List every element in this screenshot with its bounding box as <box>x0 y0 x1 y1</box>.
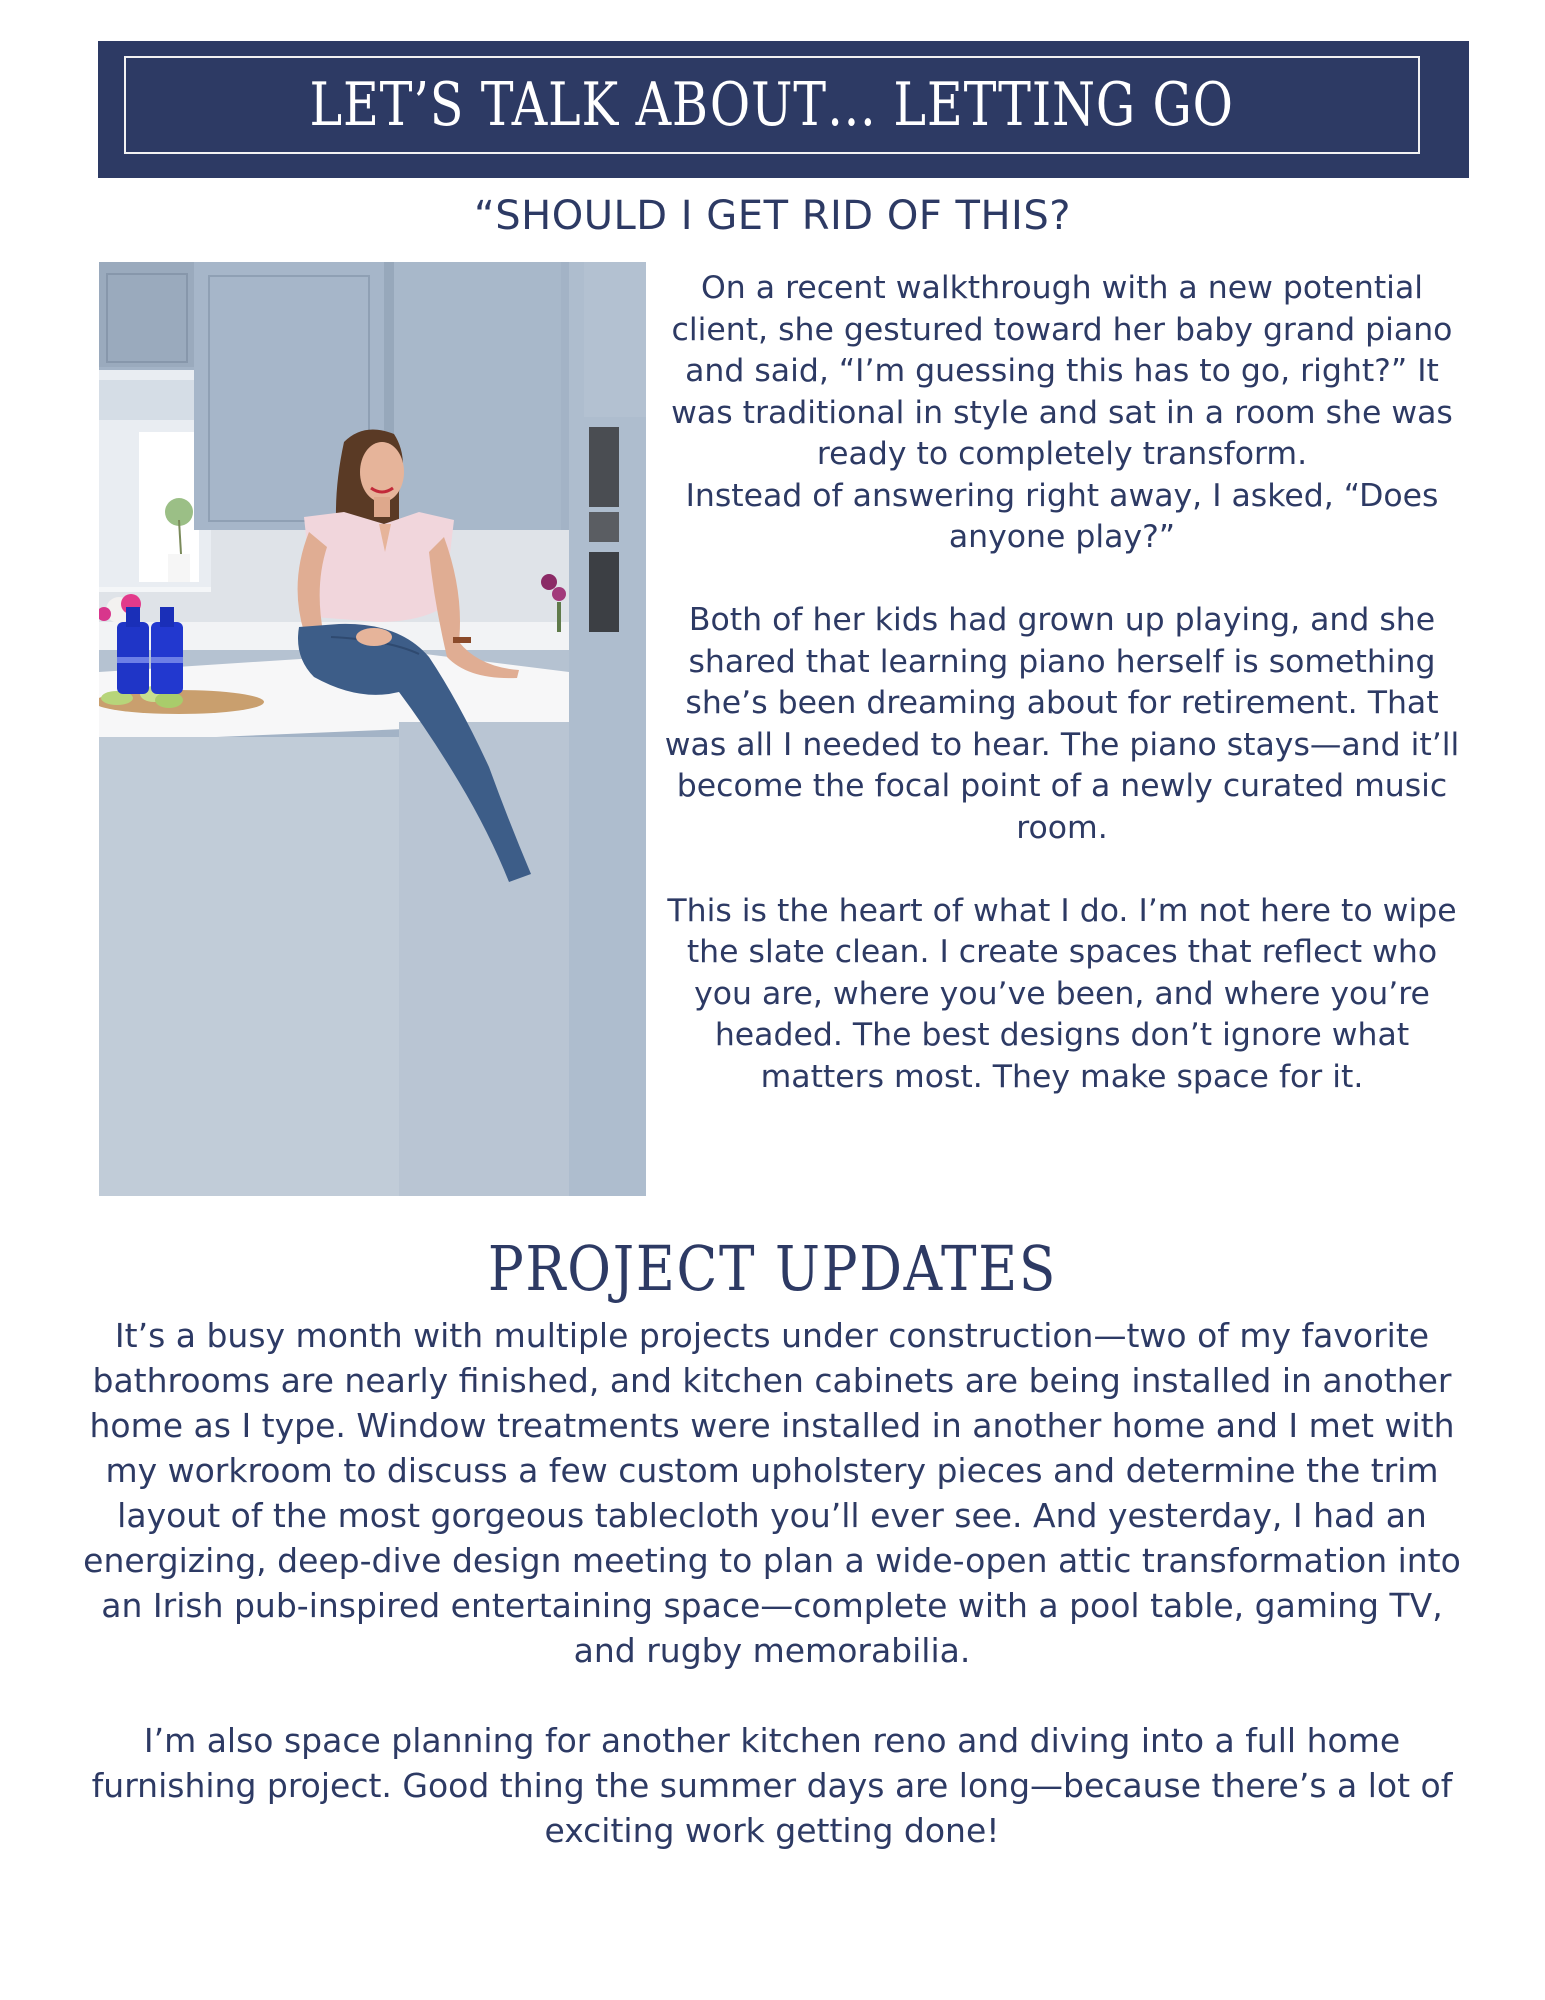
story-paragraph-1: On a recent walkthrough with a new potential client, she gestured toward her baby grand piano and said, “I’m guessing this has to go, right?” It was traditional in style and sat in a room she was ready to completely transform. <box>671 270 1453 472</box>
kitchen-portrait-image <box>99 262 646 1196</box>
paragraph-spacer <box>662 559 1462 601</box>
story-paragraph-3: Both of her kids had grown up playing, and she shared that learning piano herself is something she’s been dreaming about for retirement. That was all I needed to hear. The piano stays—and it’ll become the focal point of a newly curated music room. <box>664 602 1460 846</box>
story-paragraph-4: This is the heart of what I do. I’m not here to wipe the slate clean. I create spaces that reflect who you are, where you’ve been, and where you’re headed. The best designs don’t ignore what matters most. They make space for it. <box>667 892 1457 1095</box>
updates-paragraph-2: I’m also space planning for another kitchen reno and diving into a full home furnishing project. Good thing the summer days are long—because there’s a lot of exciting work getting done! <box>91 1721 1453 1850</box>
page-title: LET’S TALK ABOUT… LETTING GO <box>309 70 1235 140</box>
project-updates-body <box>82 1313 1462 1853</box>
paragraph-spacer <box>82 1673 1462 1718</box>
title-banner <box>98 41 1469 178</box>
story-paragraph-2: Instead of answering right away, I asked, “Does anyone play?” <box>685 477 1439 555</box>
designer-photo <box>99 262 646 1196</box>
story-heading: “SHOULD I GET RID OF THIS? <box>474 193 1071 239</box>
paragraph-spacer <box>662 849 1462 891</box>
project-updates-heading: PROJECT UPDATES <box>487 1232 1058 1305</box>
updates-paragraph-1: It’s a busy month with multiple projects under construction—two of my favorite bathrooms are nearly finished, and kitchen cabinets are being installed in another home as I type. Window treatments were installed in another home and I met with my workroom to discuss a few custom upholstery pieces and determine the trim layout of the most gorgeous tablecloth you’ll ever see. And yesterday, I had an energizing, deep-dive design meeting to plan a wide-open attic transformation into an Irish pub-inspired entertaining space—complete with a pool table, gaming TV, and rugby memorabilia. <box>83 1316 1461 1670</box>
story-body <box>662 268 1462 1098</box>
title-banner-frame <box>124 56 1420 154</box>
